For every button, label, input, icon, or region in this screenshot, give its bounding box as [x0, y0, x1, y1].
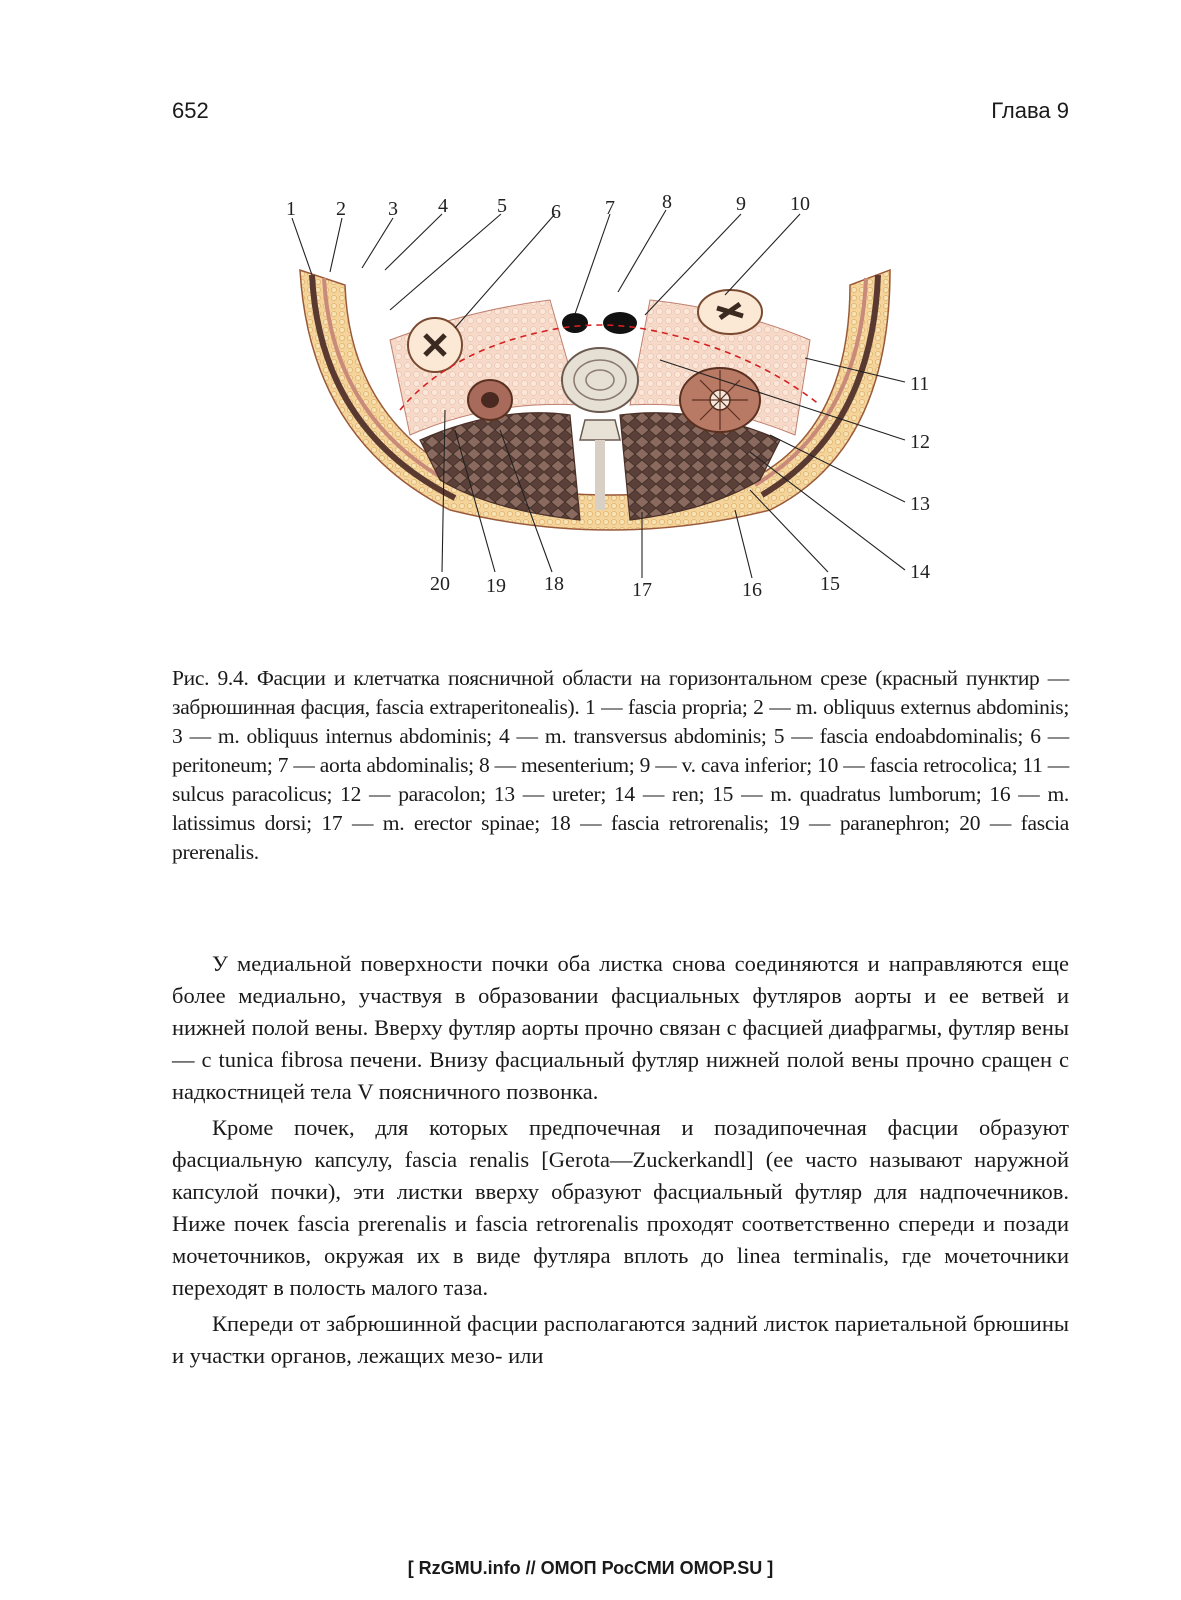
callout-19: 19	[486, 575, 506, 597]
callout-6: 6	[551, 201, 561, 223]
running-head	[172, 98, 1069, 128]
callout-1: 1	[286, 198, 296, 220]
caption-text: Рис. 9.4. Фасции и клетчатка поясничной области на горизонтальном срезе (красный пунктир — забрюшинная фасция, fascia extraperitonealis). 1 — fascia propria; 2 — m. obliquus externus abdominis; 3 — m. obliquus internus abdominis; 4 — m. transversus abdominis; 5 — fascia endoabdominalis; 6 — peritoneum; 7 — aorta abdominalis; 8 — mesenterium; 9 — v. cava inferior; 10 — fascia retrocolica; 11 — sulcus paracolicus; 12 — paracolon; 13 — ureter; 14 — ren; 15 — m. quadratus lumborum; 16 — m. latissimus dorsi; 17 — m. erector spinae; 18 — fascia retrorenalis; 19 — paranephron; 20 — fascia prerenalis.	[172, 666, 1069, 864]
footer-watermark: [ RzGMU.info // ОМОП РосСМИ OMOP.SU ]	[407, 1558, 774, 1578]
aorta	[562, 313, 588, 333]
callout-5: 5	[497, 195, 507, 217]
paragraph-1: У медиальной поверхности почки оба листка снова соединяются и направляются еще более медиально, участвуя в образовании фасциальных футляров аорты и ее ветвей и нижней полой вены. Вверху футляр аорты прочно связан с фасцией диафрагмы, футляр вены — с tunica fibrosa печени. Внизу фасциальный футляр нижней полой вены прочно сращен с надкостницей тела V поясничного позвонка.	[172, 951, 1069, 1104]
figure-caption	[172, 664, 1069, 867]
callout-18: 18	[544, 573, 564, 595]
vena-cava	[603, 312, 637, 334]
callout-16: 16	[742, 579, 762, 601]
callout-3: 3	[388, 198, 398, 220]
callout-12: 12	[910, 431, 930, 453]
callout-10: 10	[790, 193, 810, 215]
callout-4: 4	[438, 195, 448, 217]
lumbar-cross-section-illustration	[250, 190, 970, 610]
callout-13: 13	[910, 493, 930, 515]
callout-20: 20	[430, 573, 450, 595]
page-number: 652	[172, 98, 209, 123]
anatomy-figure	[250, 190, 970, 610]
paragraph-3: Кпереди от забрюшинной фасции располагаются задний листок париетальной брюшины и участки органов, лежащих мезо- или	[172, 1311, 1069, 1368]
callout-7: 7	[605, 197, 615, 219]
paragraph-2: Кроме почек, для которых предпочечная и позадипочечная фасции образуют фасциальную капсулу, fascia renalis [Gerota—Zuckerkandl] (ее часто называют наружной капсулой почки), эти листки вверху образуют фасциальный футляр для надпочечников. Ниже почек fascia prerenalis и fascia retrorenalis проходят соответственно спереди и позади мочеточников, окружая их в виде футляра вплоть до linea terminalis, где мочеточники переходят в полость малого таза.	[172, 1115, 1069, 1300]
body-text	[172, 948, 1069, 1372]
callout-11: 11	[910, 373, 930, 395]
callout-2: 2	[336, 198, 346, 220]
callout-17: 17	[632, 579, 652, 601]
callout-15: 15	[820, 573, 840, 595]
chapter-title: Глава 9	[991, 98, 1069, 123]
callout-9: 9	[736, 193, 746, 215]
callout-14: 14	[910, 561, 930, 583]
callout-8: 8	[662, 191, 672, 213]
